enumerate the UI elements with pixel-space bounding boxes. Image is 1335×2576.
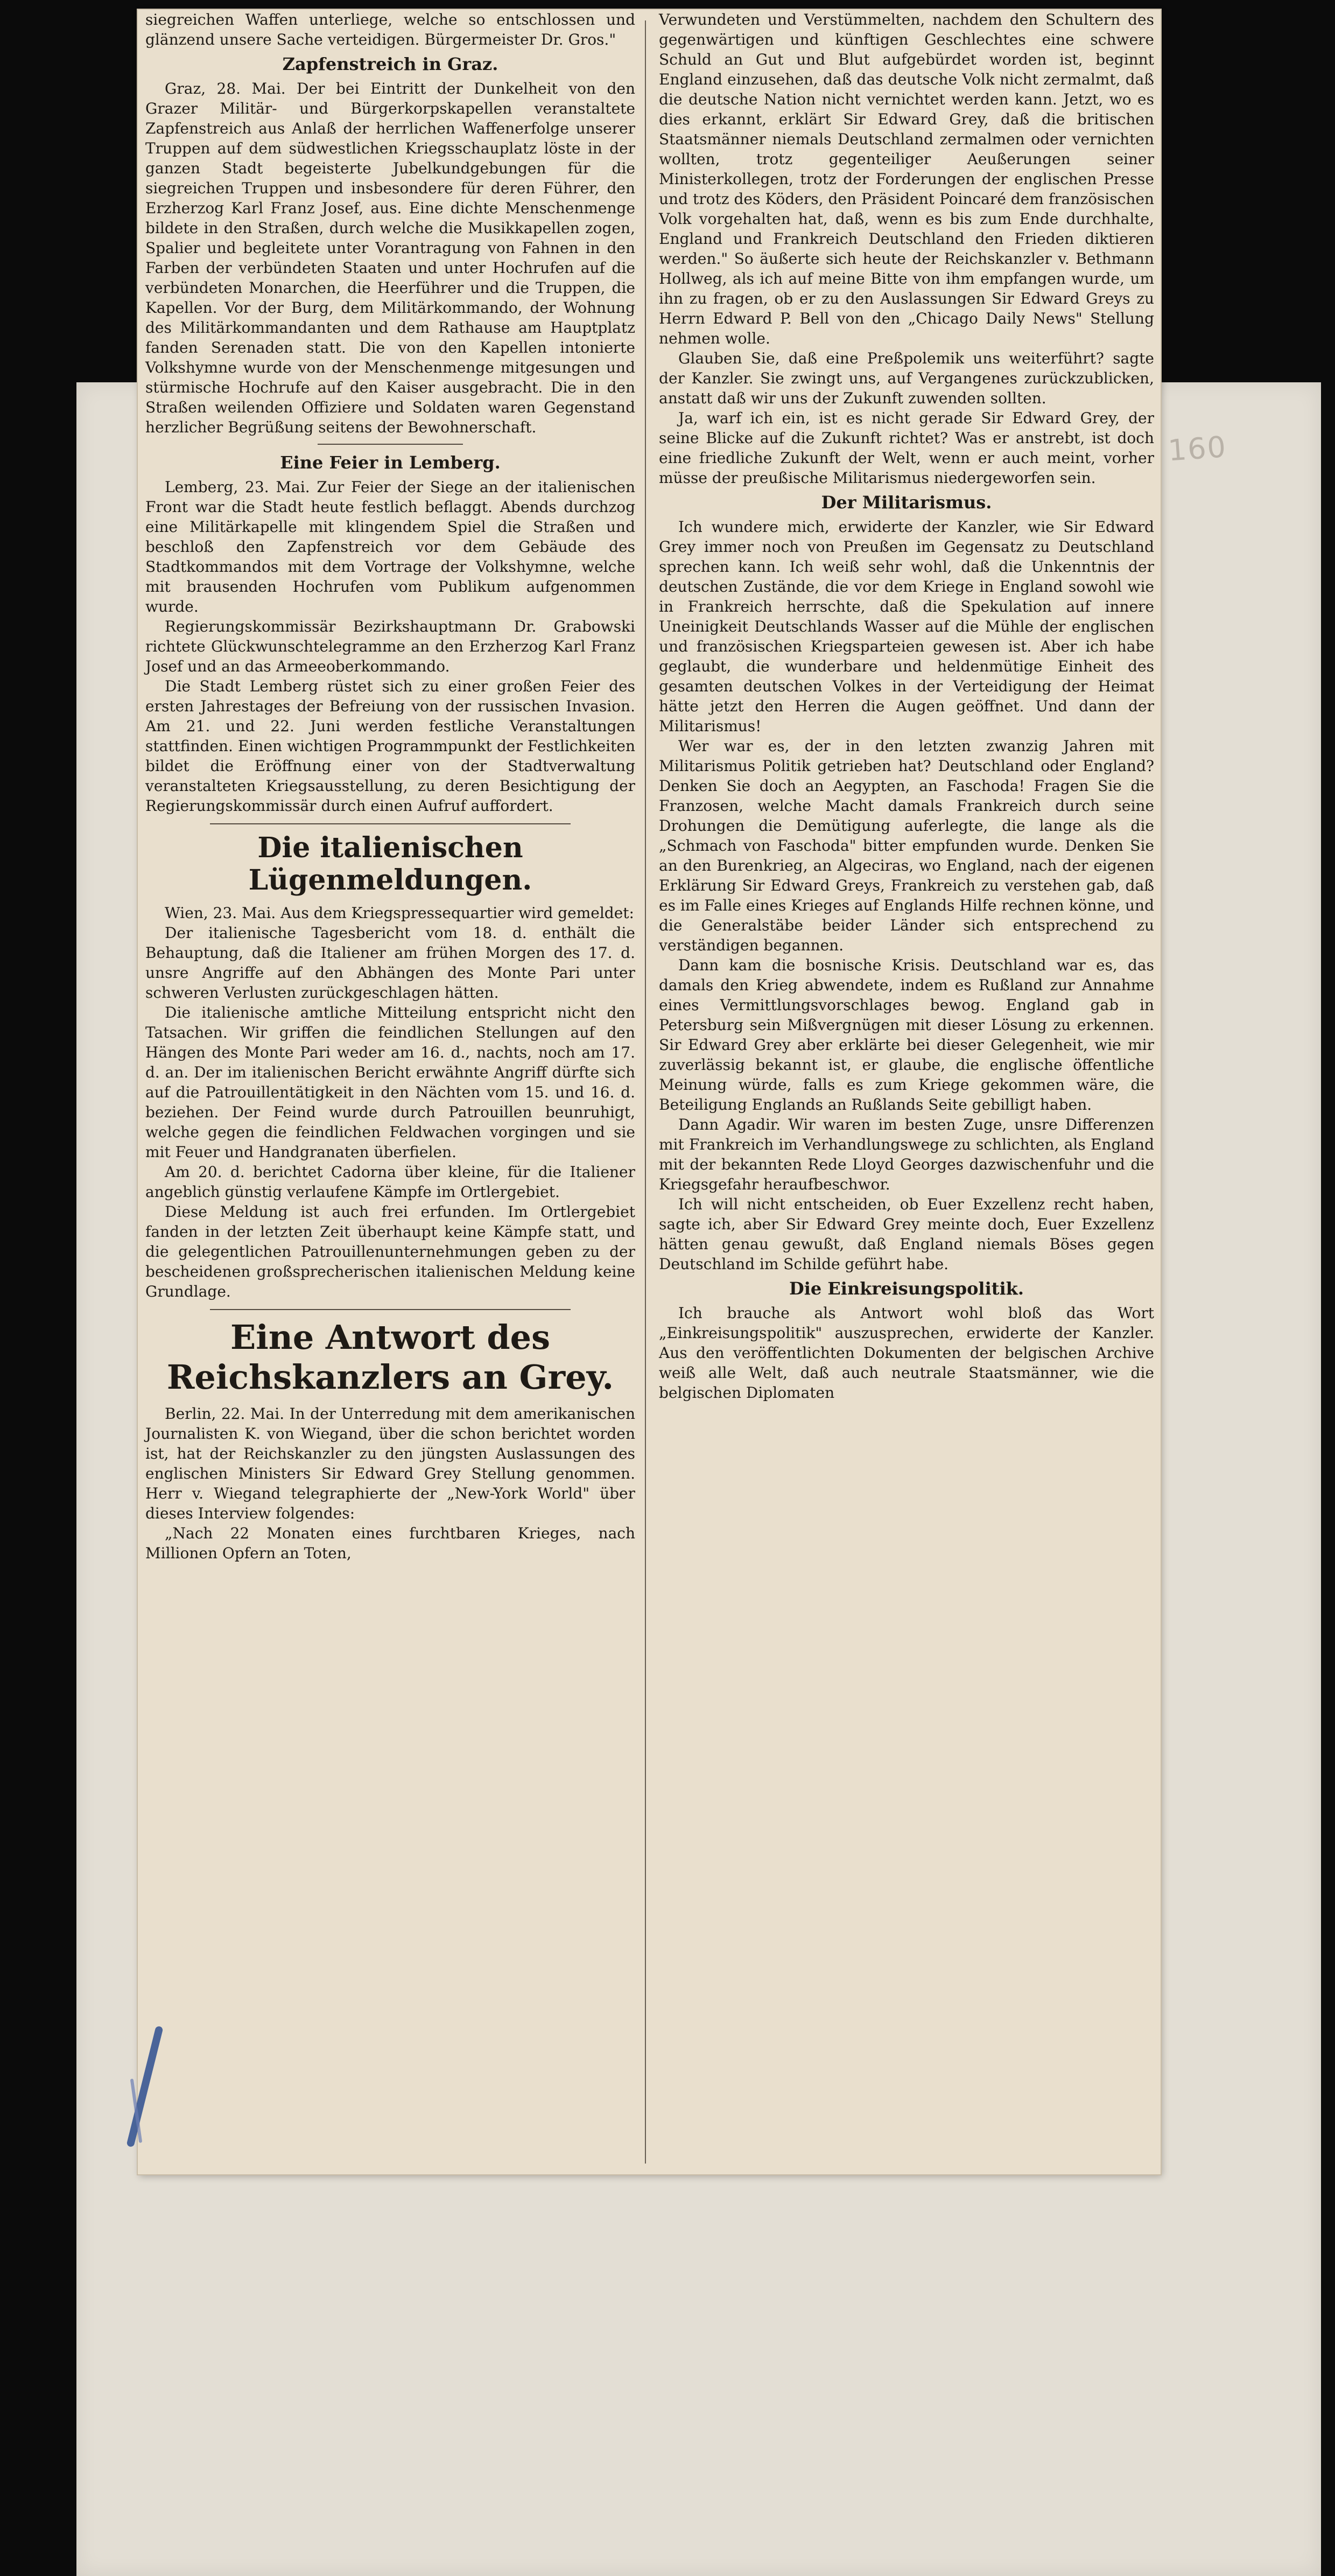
left-column xyxy=(145,10,640,2174)
chancellor-answer-heading: Eine Antwort des Reichskanzlers an Grey. xyxy=(166,1318,614,1397)
militarism-heading: Der Militarismus. xyxy=(821,492,992,513)
divider xyxy=(210,823,571,824)
right-text-6: Dann kam die bosnische Krisis. Deutschland war es, das damals den Krieg abwendete, indem es Rußland zur Annahme eines Vermittlungsvorschlages bewog. England gab in Petersburg sein Mißvergnügen mit dieser Lösung zu erkennen. Sir Edward Grey aber erklärte bei dieser Gelegenheit, wie mir zuverlässig bekannt ist, er glaube, die englische öffentliche Meinung würde, falls es zum Kriege gekommen wäre, die Beteiligung Englands an Rußlands Seite gebilligt haben. xyxy=(659,956,1159,1114)
archive-number-note: 160 xyxy=(1167,430,1228,468)
lemberg-text-3: Die Stadt Lemberg rüstet sich zu einer großen Feier des ersten Jahrestages der Befreiung von der russischen Invasion. Am 21. und 22. Juni werden festliche Veranstaltungen stattfinden. Einen wichtigen Programmpunkt der Festlichkeiten bildet die Eröffnung einer von der Stadtverwaltung veranstalteten Kriegsausstellung, zu deren Besichtigung der Regierungskommissär durch einen Aufruf auffordert. xyxy=(145,677,640,815)
lemberg-text-1: Lemberg, 23. Mai. Zur Feier der Siege an der italienischen Front war die Stadt heute festlich beflaggt. Abends durchzog eine Militärkapelle mit klingendem Spiel die Straßen und beschloß den Zapfenstreich vor dem Gebäude des Stadtkommandos mit dem Vortrage der Volkshymne, welche mit brausenden Hochrufen vom Publikum aufgenommen wurde. xyxy=(145,478,640,615)
right-text-8: Ich will nicht entscheiden, ob Euer Exzellenz recht haben, sagte ich, aber Sir Edward Grey meinte doch, Euer Exzellenz hätten genau gewußt, daß England niemals Böses gegen Deutschland im Schilde geführt habe. xyxy=(659,1195,1159,1273)
italian-lies-text-3: Die italienische amtliche Mitteilung entspricht nicht den Tatsachen. Wir griffen die feindlichen Stellungen auf den Hängen des Monte Pari weder am 16. d., nachts, noch am 17. d. an. Der im italienischen Bericht erwähnte Angriff dürfte sich auf die Patrouillentätigkeit in den Nächten vom 15. und 16. d. beziehen. Der Feind wurde durch Patrouillen beunruhigt, welche gegen die feindlichen Feldwachen vorgingen und sie mit Feuer und Handgranaten überfielen. xyxy=(145,1004,640,1161)
italian-lies-heading: Die italienischen Lügenmeldungen. xyxy=(248,831,532,897)
lemberg-heading: Eine Feier in Lemberg. xyxy=(280,452,501,473)
column-rule xyxy=(645,20,646,2164)
right-text-7: Dann Agadir. Wir waren im besten Zuge, unsre Differenzen mit Frankreich im Verhandlungswege zu schlichten, als England mit der bekannten Rede Lloyd Georges dazwischenfuhr und die Kriegsgefahr heraufbeschwor. xyxy=(659,1116,1159,1193)
chancellor-text-1: Berlin, 22. Mai. In der Unterredung mit dem amerikanischen Journalisten K. von Wiegand, über die schon berichtet worden ist, hat der Reichskanzler zu den jüngsten Auslassungen des englischen Ministers Sir Edward Grey Stellung genommen. Herr v. Wiegand telegraphierte der „New-York World" über dieses Interview folgendes: xyxy=(145,1405,640,1522)
right-text-5: Wer war es, der in den letzten zwanzig Jahren mit Militarismus Politik getrieben hat? Deutschland oder England? Denken Sie doch an Aegypten, an Faschoda! Fragen Sie die Franzosen, welche Macht damals Frankreich durch seine Drohungen die Demütigung auferlegte, die lange als die „Schmach von Faschoda" bitter empfunden wurde. Denken Sie an den Burenkrieg, an Algeciras, wo England, nach der eigenen Erklärung Sir Edward Greys, Frankreich zu verstehen gab, daß es im Falle eines Krieges auf Englands Hilfe rechnen könne, und die Generalstäbe beider Länder sich entsprechend zu verständigen begannen. xyxy=(659,737,1159,954)
italian-lies-text-4: Am 20. d. berichtet Cadorna über kleine, für die Italiener angeblich günstig verlaufene Kämpfe im Ortlergebiet. xyxy=(145,1163,640,1201)
intro-lines: siegreichen Waffen unterliege, welche so entschlossen und glänzend unsere Sache verteidigen. Bürgermeister Dr. Gros." xyxy=(145,11,640,48)
italian-lies-text-5: Diese Meldung ist auch frei erfunden. Im Ortlergebiet fanden in der letzten Zeit überhaupt keine Kämpfe statt, und die gelegentlichen Patrouillenunternehmungen geben zu der bescheidenen großsprecherischen italienischen Meldung keine Grundlage. xyxy=(145,1203,640,1300)
lemberg-text-2: Regierungskommissär Bezirkshauptmann Dr. Grabowski richtete Glückwunschtelegramme an den Erzherzog Karl Franz Josef und an das Armeeoberkommando. xyxy=(145,618,640,675)
chancellor-text-2: „Nach 22 Monaten eines furchtbaren Krieges, nach Millionen Opfern an Toten, xyxy=(145,1524,640,1562)
divider xyxy=(318,444,463,445)
graz-heading: Zapfenstreich in Graz. xyxy=(282,54,498,74)
right-text-3: Ja, warf ich ein, ist es nicht gerade Sir Edward Grey, der seine Blicke auf die Zukunft richtet? Was er anstrebt, ist doch eine friedliche Zukunft der Welt, wenn er auch meint, vorher müsse der preußische Militarismus niedergeworfen sein. xyxy=(659,409,1159,487)
italian-lies-text-2: Der italienische Tagesbericht vom 18. d. enthält die Behauptung, daß die Italiener am frühen Morgen des 17. d. unsre Angriffe auf den Abhängen des Monte Pari unter schweren Verlusten zurückgeschlagen hätten. xyxy=(145,924,640,1002)
italian-lies-text-1: Wien, 23. Mai. Aus dem Kriegspressequartier wird gemeldet: xyxy=(165,904,634,922)
divider xyxy=(210,1309,571,1310)
right-text-4: Ich wundere mich, erwiderte der Kanzler, wie Sir Edward Grey immer noch von Preußen im Gegensatz zu Deutschland sprechen kann. Ich weiß sehr wohl, daß die Unkenntnis der deutschen Zustände, die vor dem Kriege in England sowohl wie in Frankreich herrschte, daß die Spekulation auf innere Uneinigkeit Deutschlands Wasser auf die Mühle der englischen und französischen Kriegsparteien gewesen ist. Aber ich habe geglaubt, die wunderbare und heldenmütige Einheit des gesamten deutschen Volkes in der Verteidigung der Heimat hätte jetzt den Herren die Augen geöffnet. Und dann der Militarismus! xyxy=(659,518,1159,735)
right-text-9: Ich brauche als Antwort wohl bloß das Wort „Einkreisungspolitik" auszusprechen, erwiderte der Kanzler. Aus den veröffentlichten Dokumenten der belgischen Archive weiß alle Welt, daß auch neutrale Staatsmänner, wie die belgischen Diplomaten xyxy=(659,1304,1159,1402)
graz-text: Graz, 28. Mai. Der bei Eintritt der Dunkelheit von den Grazer Militär- und Bürgerkorpskapellen veranstaltete Zapfenstreich aus Anlaß der herrlichen Waffenerfolge unserer Truppen auf dem südwestlichen Kriegsschauplatz löste in der ganzen Stadt begeisterte Jubelkundgebungen für die siegreichen Truppen und insbesondere für deren Führer, den Erzherzog Karl Franz Josef, aus. Eine dichte Menschenmenge bildete in den Straßen, durch welche die Musikkapellen zogen, Spalier und begleitete unter Vorantragung von Fahnen in den Farben der verbündeten Staaten und unter Hochrufen auf die verbündeten Monarchen, die Heerführer und die Truppen, die Kapellen. Vor der Burg, dem Militärkommando, der Wohnung des Militärkommandanten und dem Rathause am Hauptplatz fanden Serenaden statt. Die von den Kapellen intonierte Volkshymne wurde von der Menschenmenge mitgesungen und stürmische Hochrufe auf den Kaiser ausgebracht. Die in den Straßen weilenden Offiziere und Soldaten waren Gegenstand herzlicher Begrüßung seitens der Bewohnerschaft. xyxy=(145,80,640,436)
right-column xyxy=(659,10,1159,2174)
right-text-1: Verwundeten und Verstümmelten, nachdem den Schultern des gegenwärtigen und künftigen Geschlechtes eine schwere Schuld an Gut und Blut aufgebürdet worden ist, beginnt England einzusehen, daß das deutsche Volk nicht zermalmt, daß die deutsche Nation nicht vernichtet werden kann. Jetzt, wo es dies erkannt, erklärt Sir Edward Grey, daß die britischen Staatsmänner niemals Deutschland zermalmen oder vernichten wollten, trotz gegenteiliger Aeußerungen seiner Ministerkollegen, trotz der Forderungen der englischen Presse und trotz des Köders, den Präsident Poincaré dem französischen Volk vorgehalten hat, daß, wenn es bis zum Ende durchhalte, England und Frankreich Deutschland den Frieden diktieren werden." So äußerte sich heute der Reichskanzler v. Bethmann Hollweg, als ich auf meine Bitte von ihm empfangen wurde, um ihn zu fragen, ob er zu den Auslassungen Sir Edward Greys zu Herrn Edward P. Bell von den „Chicago Daily News" Stellung nehmen wolle. xyxy=(659,11,1159,347)
right-text-2: Glauben Sie, daß eine Preßpolemik uns weiterführt? sagte der Kanzler. Sie zwingt uns, auf Vergangenes zurückzublicken, anstatt daß wir uns der Zukunft zuwenden sollten. xyxy=(659,349,1159,407)
newspaper-clipping xyxy=(138,10,1161,2174)
encirclement-heading: Die Einkreisungspolitik. xyxy=(789,1278,1024,1299)
